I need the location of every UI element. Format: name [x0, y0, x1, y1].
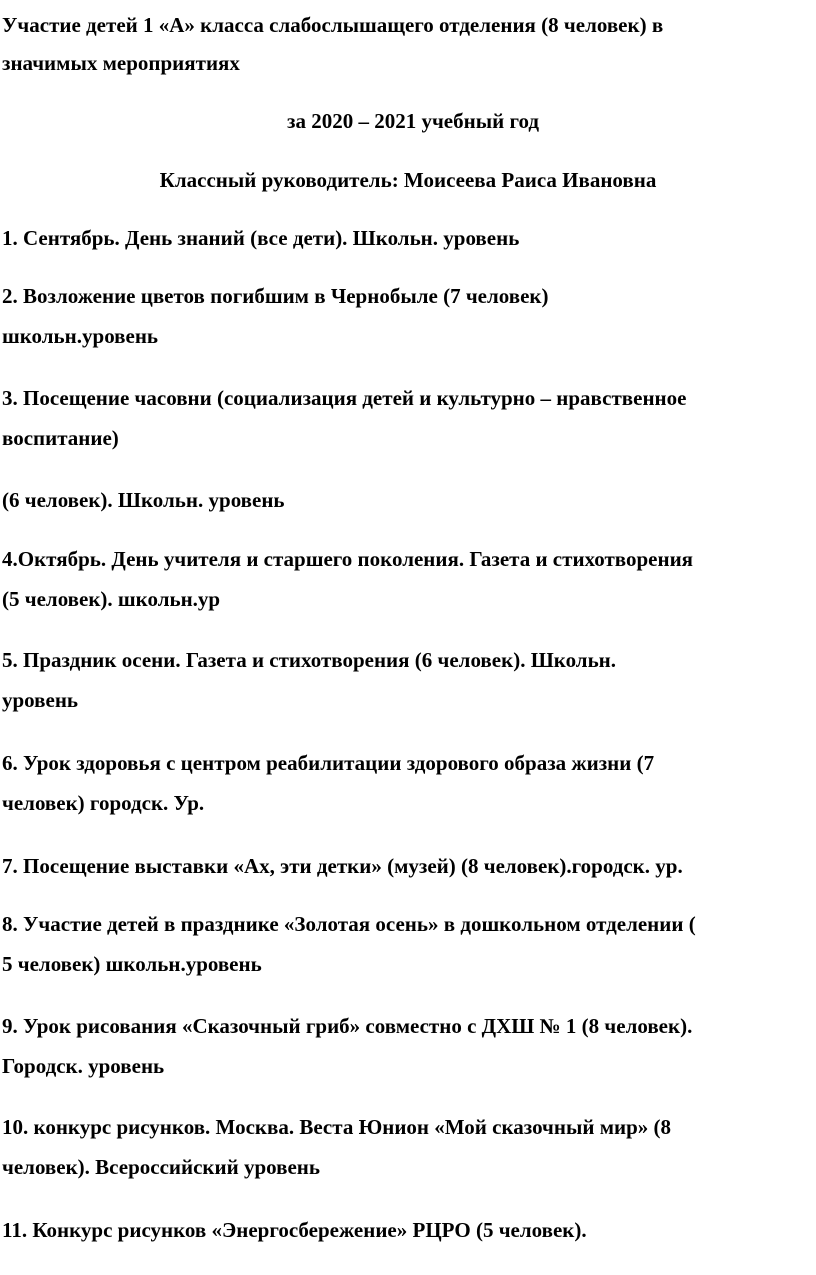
list-item-line: 8. Участие детей в празднике «Золотая осень» в дошкольном отделении (	[2, 912, 696, 936]
list-item-7	[2, 743, 814, 823]
list-item-line: 2. Возложение цветов погибшим в Чернобыле (7 человек)	[2, 284, 549, 308]
list-item-line: (6 человек). Школьн. уровень	[2, 488, 285, 512]
list-item-line: воспитание)	[2, 426, 119, 450]
list-item-line: 11. Конкурс рисунков «Энергосбережение» РЦРО (5 человек).	[2, 1218, 587, 1242]
list-item-6	[2, 640, 814, 720]
list-item-line: 5 человек) школьн.уровень	[2, 952, 262, 976]
list-item-line: человек) городск. Ур.	[2, 791, 205, 815]
list-item-line: человек). Всероссийский уровень	[2, 1155, 320, 1179]
list-item-line: (5 человек). школьн.ур	[2, 587, 221, 611]
list-item-3	[2, 378, 814, 458]
list-item-5	[2, 539, 814, 619]
list-item-line: уровень	[2, 688, 79, 712]
list-item-line: школьн.уровень	[2, 324, 159, 348]
list-item-1	[2, 218, 814, 258]
list-item-4	[2, 480, 814, 520]
list-item-2	[2, 276, 814, 356]
list-item-line: 4.Октябрь. День учителя и старшего поколения. Газета и стихотворения	[2, 547, 694, 571]
list-item-9	[2, 904, 814, 984]
list-item-line: 9. Урок рисования «Сказочный гриб» совместно с ДХШ № 1 (8 человек).	[2, 1014, 693, 1038]
list-item-8	[2, 846, 814, 886]
class-teacher: Классный руководитель: Моисеева Раиса Ивановна	[159, 168, 657, 192]
document-title	[2, 6, 802, 82]
list-item-line: 3. Посещение часовни (социализация детей и культурно – нравственное	[2, 386, 687, 410]
title-line-1: Участие детей 1 «А» класса слабослышащего отделения (8 человек) в	[2, 13, 664, 37]
list-item-10	[2, 1006, 814, 1086]
list-item-line: 7. Посещение выставки «Ах, эти детки» (музей) (8 человек).городск. ур.	[2, 854, 683, 878]
list-item-line: 10. конкурс рисунков. Москва. Веста Юнион «Мой сказочный мир» (8	[2, 1115, 672, 1139]
list-item-12	[2, 1210, 814, 1250]
list-item-line: 5. Праздник осени. Газета и стихотворения (6 человек). Школьн.	[2, 648, 617, 672]
list-item-11	[2, 1107, 814, 1187]
list-item-line: 6. Урок здоровья с центром реабилитации здорового образа жизни (7	[2, 751, 655, 775]
list-item-line: Городск. уровень	[2, 1054, 165, 1078]
school-year: за 2020 – 2021 учебный год	[287, 109, 539, 133]
title-line-2: значимых мероприятиях	[2, 51, 240, 75]
list-item-line: 1. Сентябрь. День знаний (все дети). Школьн. уровень	[2, 226, 520, 250]
